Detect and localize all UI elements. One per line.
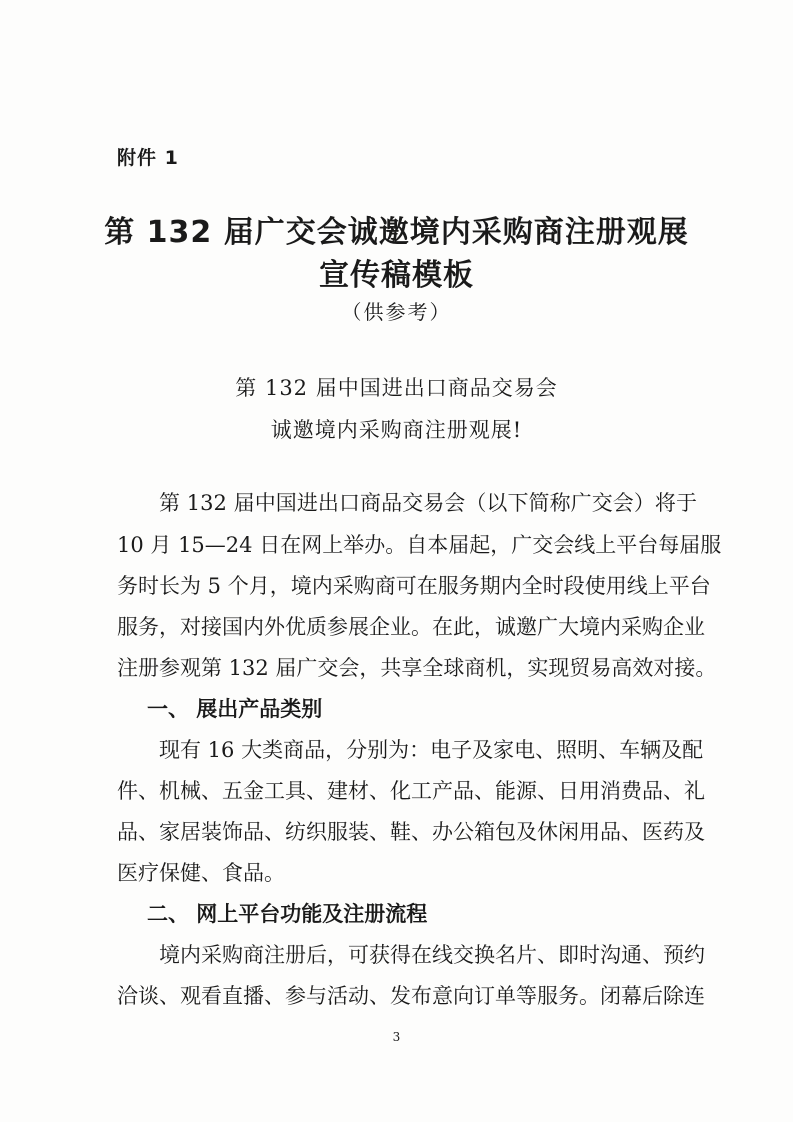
- document-title-line-1: 第 132 届广交会诚邀境内采购商注册观展: [104, 215, 689, 250]
- intro-line: 第 132 届中国进出口商品交易会（以下简称广交会）将于: [159, 491, 697, 515]
- intro-line: 服务，对接国内外优质参展企业。在此，诚邀广大境内采购企业: [117, 615, 705, 639]
- section-heading-platform: 二、 网上平台功能及注册流程: [147, 902, 428, 926]
- products-line: 品、家居装饰品、纺织服装、鞋、办公箱包及休闲用品、医药及: [117, 820, 705, 844]
- invite-heading-line-2: 诚邀境内采购商注册观展!: [270, 418, 523, 442]
- attachment-label: 附件 1: [117, 147, 179, 169]
- reference-note: （供参考）: [341, 300, 452, 324]
- section-heading-products: 一、 展出产品类别: [147, 697, 323, 721]
- intro-line: 10 月 15—24 日在网上举办。自本届起，广交会线上平台每届服: [117, 533, 722, 557]
- platform-line: 境内采购商注册后，可获得在线交换名片、即时沟通、预约: [159, 943, 705, 967]
- platform-line: 洽谈、观看直播、参与活动、发布意向订单等服务。闭幕后除连: [117, 984, 705, 1008]
- invite-heading-line-1: 第 132 届中国进出口商品交易会: [235, 376, 558, 400]
- intro-line: 注册参观第 132 届广交会，共享全球商机，实现贸易高效对接。: [117, 656, 717, 680]
- document-title-line-2: 宣传稿模板: [319, 258, 474, 293]
- products-line: 件、机械、五金工具、建材、化工产品、能源、日用消费品、礼: [117, 779, 705, 803]
- products-line: 医疗保健、食品。: [117, 861, 285, 885]
- page-number: 3: [392, 1030, 401, 1044]
- intro-line: 务时长为 5 个月，境内采购商可在服务期内全时段使用线上平台: [117, 574, 711, 598]
- products-line: 现有 16 大类商品，分别为：电子及家电、照明、车辆及配: [159, 738, 704, 762]
